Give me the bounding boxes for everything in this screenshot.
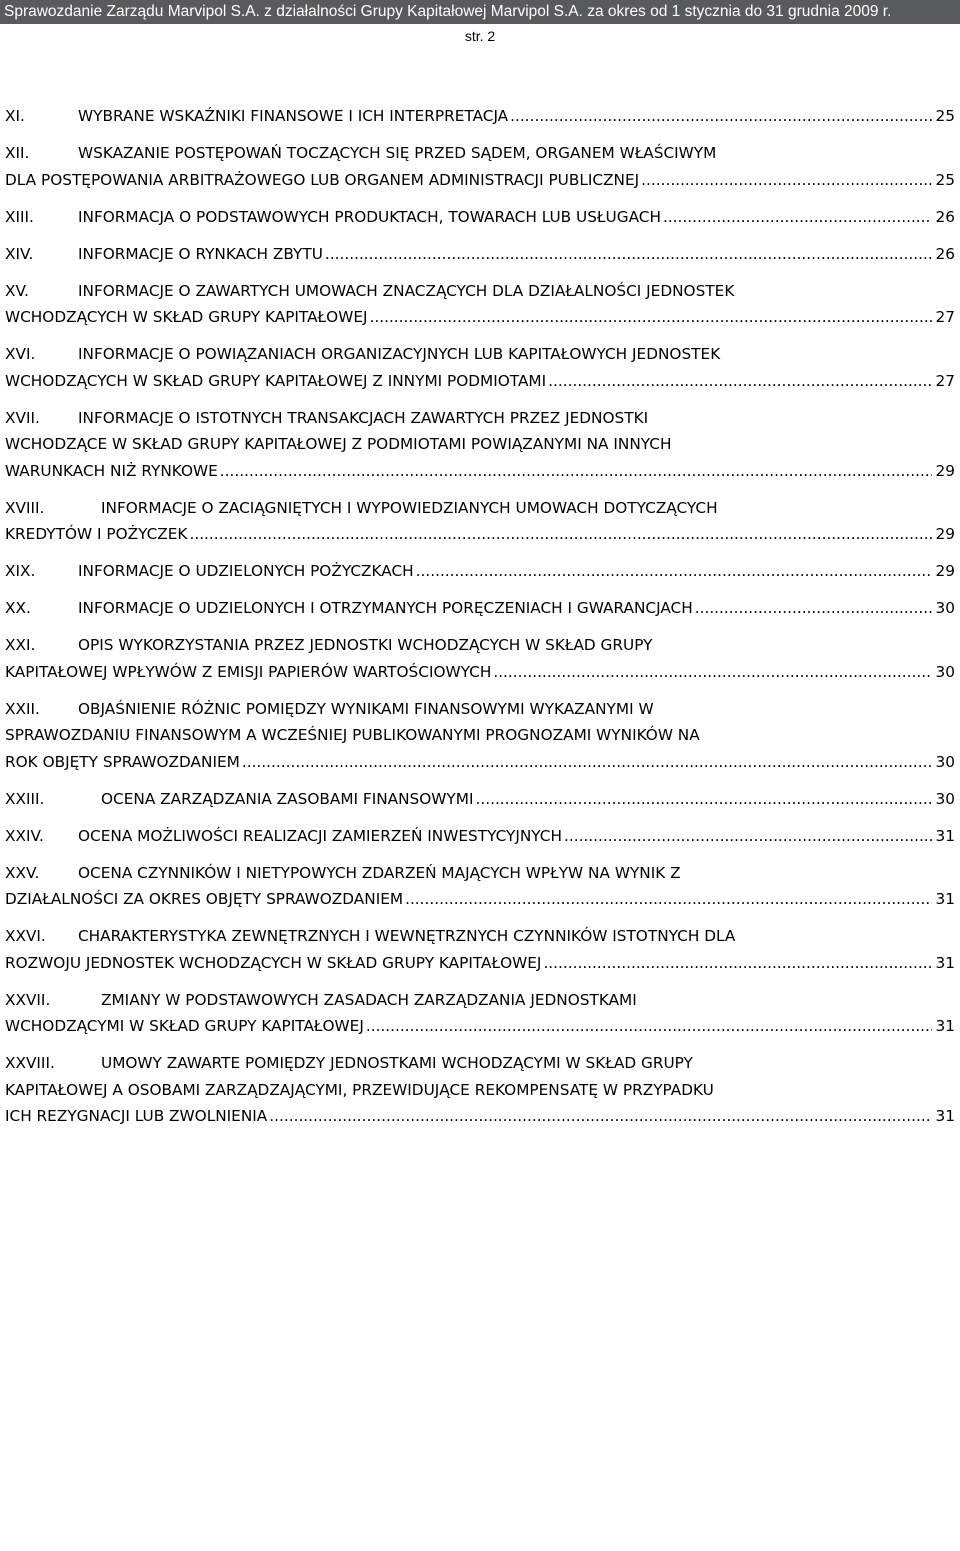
toc-entry-title-text: WCHODZĄCE W SKŁAD GRUPY KAPITAŁOWEJ Z PODMIOTAMI POWIĄZANYMI NA INNYCH [5, 435, 672, 453]
toc-entry[interactable] [5, 786, 955, 813]
toc-entry[interactable] [5, 823, 955, 850]
toc-entry-title-text: CHARAKTERYSTYKA ZEWNĘTRZNYCH I WEWNĘTRZNYCH CZYNNIKÓW ISTOTNYCH DLA [78, 927, 736, 945]
toc-entry-title: KAPITAŁOWEJ WPŁYWÓW Z EMISJI PAPIERÓW WARTOŚCIOWYCH [5, 662, 492, 681]
toc-entry-number: XXVI. [5, 927, 46, 945]
toc-entry-title-text: ZMIANY W PODSTAWOWYCH ZASADACH ZARZĄDZANIA JEDNOSTKAMI [101, 990, 637, 1009]
toc-entry-title: INFORMACJE O UDZIELONYCH POŻYCZKACH [78, 562, 414, 580]
toc-entry-page: 30 [935, 662, 955, 681]
toc-entry-last-line [5, 558, 955, 585]
toc-entry-title-text: INFORMACJE O POWIĄZANIACH ORGANIZACYJNYCH LUB KAPITAŁOWYCH JEDNOSTEK [78, 345, 721, 363]
dot-leader [548, 368, 931, 395]
toc-entry-title: WCHODZĄCYCH W SKŁAD GRUPY KAPITAŁOWEJ [5, 308, 368, 326]
toc-entry-number: XIX. [5, 562, 36, 580]
toc-entry-page: 31 [935, 890, 955, 908]
toc-entry-page: 30 [935, 789, 955, 808]
toc-entry-last-line [5, 749, 955, 776]
toc-entry[interactable] [5, 923, 955, 976]
toc-entry-title-text [5, 749, 240, 776]
toc-entry-last-line [5, 823, 955, 850]
toc-entry-title: INFORMACJA O PODSTAWOWYCH PRODUKTACH, TOWARACH LUB USŁUGACH [78, 207, 661, 226]
toc-entry[interactable] [5, 140, 955, 193]
dot-leader [370, 304, 932, 331]
toc-entry-number: XI. [5, 107, 25, 125]
toc-entry-last-line [5, 595, 955, 622]
toc-entry-number: XX. [5, 599, 31, 617]
toc-entry-title-line [5, 341, 955, 368]
toc-entry-title-text: WSKAZANIE POSTĘPOWAŃ TOCZĄCYCH SIĘ PRZED SĄDEM, ORGANEM WŁAŚCIWYM [78, 144, 717, 162]
toc-entry-last-line [5, 786, 955, 813]
toc-entry-title: WARUNKACH NIŻ RYNKOWE [5, 461, 218, 480]
toc-entry-title-line [5, 722, 955, 749]
toc-entry-page: 30 [935, 752, 955, 771]
toc-entry-page: 31 [935, 953, 955, 972]
document-header: Sprawozdanie Zarządu Marvipol S.A. z działalności Grupy Kapitałowej Marvipol S.A. za okres od 1 stycznia do 31 grudnia 2009 r. [0, 0, 960, 24]
toc-entry-title-text: SPRAWOZDANIU FINANSOWYM A WCZEŚNIEJ PUBLIKOWANYMI PROGNOZAMI WYNIKÓW NA [5, 726, 700, 744]
toc-entry-number: XII. [5, 144, 30, 162]
toc-entry-title-text [5, 368, 546, 395]
toc-entry-last-line [5, 204, 955, 231]
toc-entry-number: XXI. [5, 636, 36, 654]
dot-leader [476, 786, 932, 813]
toc-entry-last-line [5, 241, 955, 268]
toc-entry-title-line [5, 405, 955, 432]
toc-entry-title-line [5, 1050, 955, 1077]
toc-entry-last-line [5, 167, 955, 194]
toc-entry-title-text [5, 103, 508, 130]
toc-entry-page: 27 [935, 308, 955, 326]
toc-entry-page: 25 [935, 107, 955, 125]
toc-entry-title: ROZWOJU JEDNOSTEK WCHODZĄCYCH W SKŁAD GRUPY KAPITAŁOWEJ [5, 953, 542, 972]
dot-leader [242, 749, 932, 776]
toc-entry[interactable] [5, 860, 955, 913]
toc-entry-title-text [5, 304, 368, 331]
toc-entry[interactable] [5, 595, 955, 622]
toc-entry-last-line [5, 103, 955, 130]
toc-entry[interactable] [5, 241, 955, 268]
toc-entry-number: XIV. [5, 244, 34, 263]
toc-entry-page: 25 [935, 170, 955, 189]
page-number: str. 2 [464, 28, 496, 44]
dot-leader [493, 659, 931, 686]
toc-entry-page: 26 [935, 244, 955, 263]
toc-entry[interactable] [5, 405, 955, 485]
dot-leader [366, 1013, 932, 1040]
toc-entry-page: 29 [935, 525, 955, 543]
toc-entry-title: WYBRANE WSKAŹNIKI FINANSOWE I ICH INTERPRETACJA [78, 107, 509, 125]
toc-entry-title-text [5, 167, 639, 194]
toc-entry-title-text [5, 558, 414, 585]
toc-entry-title: ICH REZYGNACJI LUB ZWOLNIENIA [5, 1107, 268, 1125]
toc-entry-title-text [5, 458, 218, 485]
toc-entry-title-line [5, 278, 955, 305]
toc-entry-title-line [5, 696, 955, 723]
toc-entry-title: WCHODZĄCYMI W SKŁAD GRUPY KAPITAŁOWEJ [5, 1017, 364, 1035]
toc-entry-title: INFORMACJE O RYNKACH ZBYTU [78, 244, 323, 263]
toc-entry-title: KREDYTÓW I POŻYCZEK [5, 525, 188, 543]
toc-entry-title-text [5, 950, 541, 977]
toc-entry-title-text [5, 823, 562, 850]
dot-leader [510, 103, 931, 130]
toc-entry-number: XXIII. [5, 789, 45, 808]
toc-entry-last-line [5, 368, 955, 395]
dot-leader [416, 558, 932, 585]
toc-entry-title-text [5, 786, 474, 813]
toc-entry-number: XVII. [5, 408, 40, 427]
toc-entry-page: 30 [935, 599, 955, 617]
toc-entry[interactable] [5, 103, 955, 130]
table-of-contents [5, 103, 955, 1140]
toc-entry-page: 31 [935, 1107, 955, 1125]
dot-leader [189, 521, 931, 548]
toc-entry-title-text: INFORMACJE O ZACIĄGNIĘTYCH I WYPOWIEDZIANYCH UMOWACH DOTYCZĄCYCH [101, 498, 718, 517]
toc-entry-title-line [5, 923, 955, 950]
toc-entry-last-line [5, 458, 955, 485]
dot-leader [641, 167, 931, 194]
toc-entry-title-text [5, 241, 323, 268]
toc-entry-number: XXV. [5, 863, 40, 882]
toc-entry-title: OCENA ZARZĄDZANIA ZASOBAMI FINANSOWYMI [101, 789, 474, 808]
toc-entry-title-line [5, 1077, 955, 1104]
toc-entry[interactable] [5, 987, 955, 1040]
toc-entry-page: 29 [935, 461, 955, 480]
toc-entry-number: XVI. [5, 345, 36, 363]
toc-entry-title-text [5, 595, 693, 622]
toc-entry-title-text: INFORMACJE O ISTOTNYCH TRANSAKCJACH ZAWARTYCH PRZEZ JEDNOSTKI [78, 408, 649, 427]
toc-entry-title-text [5, 659, 491, 686]
dot-leader [564, 823, 932, 850]
toc-entry-page: 31 [935, 1017, 955, 1035]
dot-leader [695, 595, 932, 622]
toc-entry-title-line [5, 431, 955, 458]
dot-leader [269, 1103, 931, 1130]
dot-leader [663, 204, 932, 231]
toc-entry[interactable] [5, 204, 955, 231]
toc-entry[interactable] [5, 278, 955, 331]
dot-leader [405, 886, 931, 913]
toc-entry[interactable] [5, 696, 955, 776]
toc-entry-last-line [5, 1103, 955, 1130]
toc-entry-title-text: OCENA CZYNNIKÓW I NIETYPOWYCH ZDARZEŃ MAJĄCYCH WPŁYW NA WYNIK Z [78, 863, 681, 882]
toc-entry-number: XXIV. [5, 826, 44, 845]
toc-entry-title-line [5, 140, 955, 167]
toc-entry-last-line [5, 659, 955, 686]
toc-entry-title: DLA POSTĘPOWANIA ARBITRAŻOWEGO LUB ORGANEM ADMINISTRACJI PUBLICZNEJ [5, 170, 640, 189]
toc-entry-title-text [5, 521, 187, 548]
toc-entry-last-line [5, 304, 955, 331]
dot-leader [543, 950, 931, 977]
toc-entry-title: OCENA MOŻLIWOŚCI REALIZACJI ZAMIERZEŃ INWESTYCYJNYCH [78, 826, 562, 845]
toc-entry-last-line [5, 886, 955, 913]
toc-entry-title-text: OPIS WYKORZYSTANIA PRZEZ JEDNOSTKI WCHODZĄCYCH W SKŁAD GRUPY [78, 636, 653, 654]
toc-entry-page: 27 [935, 371, 955, 390]
toc-entry-title: WCHODZĄCYCH W SKŁAD GRUPY KAPITAŁOWEJ Z INNYMI PODMIOTAMI [5, 371, 547, 390]
toc-entry-title-line [5, 495, 955, 522]
toc-entry-number: XXVIII. [5, 1054, 55, 1072]
toc-entry[interactable] [5, 1050, 955, 1130]
toc-entry-number: XXVII. [5, 990, 51, 1009]
toc-entry[interactable] [5, 341, 955, 394]
toc-entry-title-line [5, 632, 955, 659]
dot-leader [325, 241, 932, 268]
toc-entry-title-text: UMOWY ZAWARTE POMIĘDZY JEDNOSTKAMI WCHODZĄCYMI W SKŁAD GRUPY [101, 1054, 693, 1072]
toc-entry-title: INFORMACJE O UDZIELONYCH I OTRZYMANYCH PORĘCZENIACH I GWARANCJACH [78, 599, 693, 617]
toc-entry-page: 31 [935, 826, 955, 845]
toc-entry[interactable] [5, 632, 955, 685]
toc-entry-number: XVIII. [5, 498, 45, 517]
toc-entry-title-line [5, 987, 955, 1014]
toc-entry-last-line [5, 1013, 955, 1040]
toc-entry-title-text [5, 886, 403, 913]
toc-entry-last-line [5, 521, 955, 548]
toc-entry-title-text [5, 204, 661, 231]
toc-entry-title: ROK OBJĘTY SPRAWOZDANIEM [5, 752, 240, 771]
toc-entry-title-line [5, 860, 955, 887]
toc-entry-title-text [5, 1103, 267, 1130]
toc-entry-page: 26 [935, 207, 955, 226]
toc-entry[interactable] [5, 558, 955, 585]
toc-entry-title-text: KAPITAŁOWEJ A OSOBAMI ZARZĄDZAJĄCYMI, PRZEWIDUJĄCE REKOMPENSATĘ W PRZYPADKU [5, 1080, 714, 1099]
dot-leader [220, 458, 932, 485]
toc-entry[interactable] [5, 495, 955, 548]
toc-entry-number: XV. [5, 281, 29, 300]
toc-entry-title: DZIAŁALNOŚCI ZA OKRES OBJĘTY SPRAWOZDANIEM [5, 890, 404, 908]
toc-entry-number: XIII. [5, 207, 34, 226]
toc-entry-number: XXII. [5, 699, 40, 718]
toc-entry-last-line [5, 950, 955, 977]
toc-entry-title-text: OBJAŚNIENIE RÓŻNIC POMIĘDZY WYNIKAMI FINANSOWYMI WYKAZANYMI W [78, 699, 654, 718]
toc-entry-title-text [5, 1013, 364, 1040]
toc-entry-page: 29 [935, 562, 955, 580]
toc-entry-title-text: INFORMACJE O ZAWARTYCH UMOWACH ZNACZĄCYCH DLA DZIAŁALNOŚCI JEDNOSTEK [78, 281, 735, 300]
